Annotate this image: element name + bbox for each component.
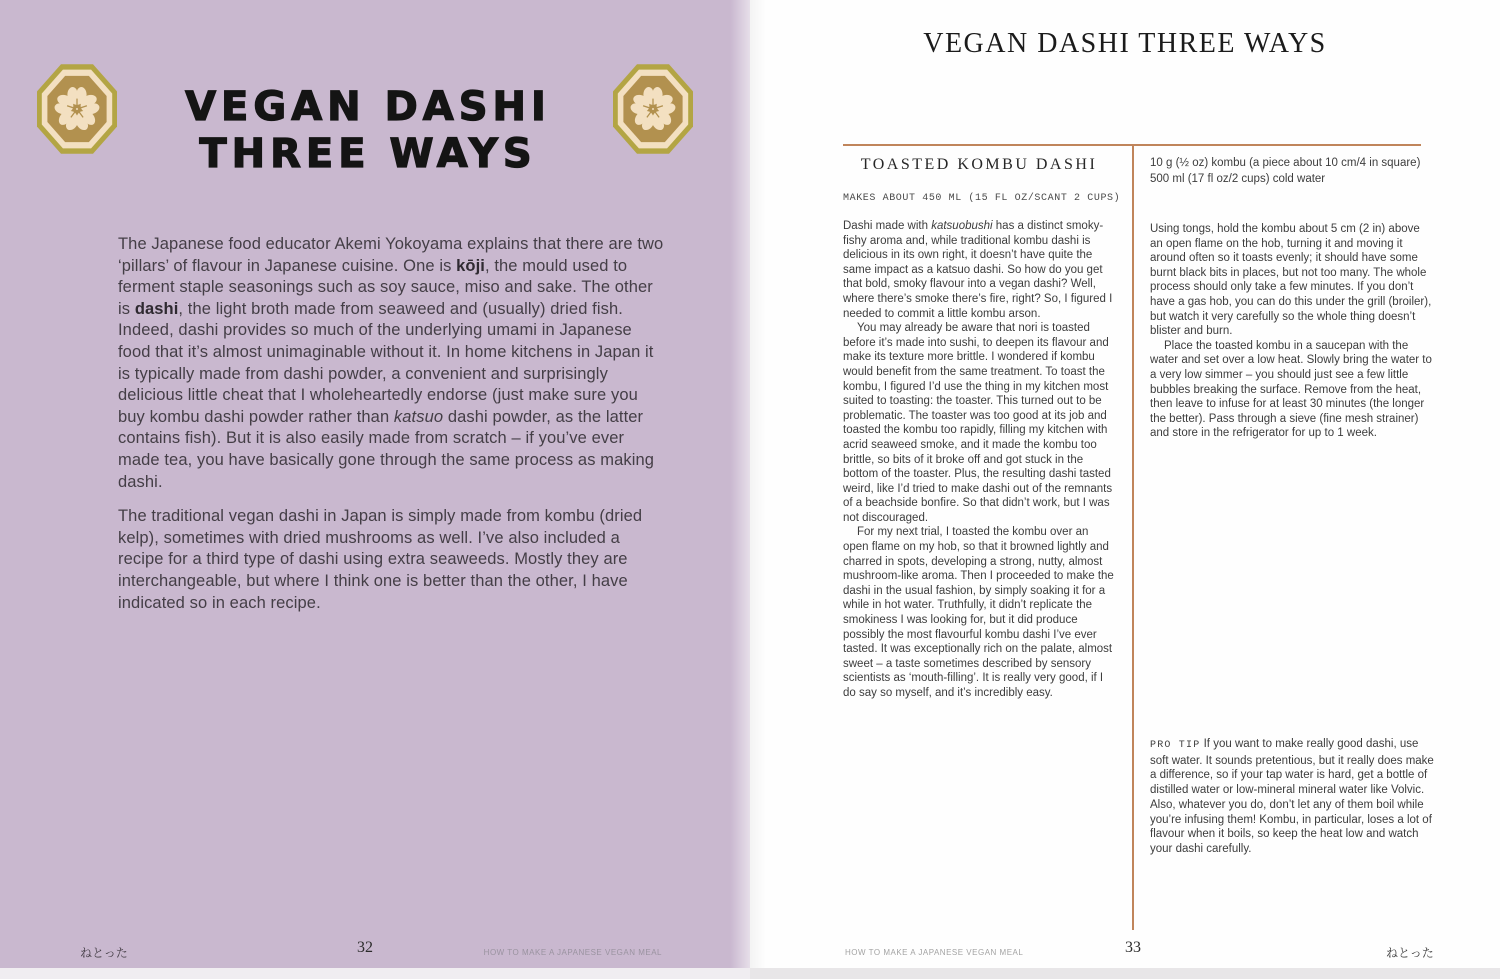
bold-term-dashi: dashi <box>134 299 179 318</box>
recipe-intro-column <box>843 156 1121 701</box>
page-bottom-edge <box>750 968 1500 979</box>
page-number: 33 <box>1125 939 1141 956</box>
footer-japanese-text: ねとった <box>80 946 128 960</box>
recipe-intro-text <box>843 219 1115 701</box>
chapter-title-line1: VEGAN DASHI <box>185 84 551 130</box>
text-run: , the light broth made from seaweed and (usually) dried fish. Indeed, dashi provides so much of the underlying umami in Japanese food that it’s almost unimaginable without it. In home kitchens in Japan it is typically made from dashi powder, a convenient and surprisingly delicious little cheat that I wholeheartedly endorse (just make sure you buy kombu dashi powder rather than <box>118 299 654 426</box>
ingredient-line: 10 g (½ oz) kombu (a piece about 10 cm/4 in square) <box>1150 157 1421 169</box>
right-page <box>750 0 1500 968</box>
flower-crest-icon <box>37 64 117 154</box>
flower-crest-right-icon <box>613 64 693 154</box>
recipe-intro-paragraph-3: For my next trial, I toasted the kombu over an open flame on my hob, so that it browned lightly and charred in spots, developing a strong, nutty, almost mushroom-like aroma. Then I proceeded to make the dashi in the usual fashion, by simply soaking it for a while in hot water. Truthfully, it didn’t replicate the smokiness I was looking for, but it did produce possibly the most flavourful kombu dashi I’ve ever tasted. It was exceptionally rich on the palate, almost sweet – a taste sometimes described by sensory scientists as ‘mouth-filling’. It is really very good, if I do say so myself, and it’s incredibly easy. <box>843 526 1114 699</box>
recipe-intro-paragraph-2: You may already be aware that nori is toasted before it’s made into sushi, to deepen its flavour and make its texture more brittle. I wondered if kombu would benefit from the same treatment. To toast the kombu, I figured I’d use the thing in my kitchen most suited to toasting: the toaster. This turned out to be problematic. The toaster was too good at its job and toasted the kombu too rapidly, filling my kitchen with acrid seaweed smoke, and it made the kombu too brittle, so bits of it broke off and got stuck in the bottom of the toaster. Plus, the resulting dashi tasted weird, like I’d tried to make dashi out of the remnants of a beachside bonfire. So that didn’t work, but I was not discouraged. <box>843 322 1113 524</box>
ingredient-list <box>1150 156 1434 187</box>
method-paragraph-1: Using tongs, hold the kombu about 5 cm (2 in) above an open flame on the hob, turning it and moving it around often so it toasts evenly; it should have some burnt black bits in places, but not too many. The whole process should only take a few minutes. If you don’t have a gas hob, you can do this under the grill (broiler), but watch it very carefully so the whole thing doesn’t blister and burn. <box>1150 223 1432 338</box>
text-run: Dashi made with <box>843 220 932 232</box>
left-page <box>0 0 750 968</box>
pro-tip <box>1150 737 1434 857</box>
page-header-title: VEGAN DASHI THREE WAYS <box>923 28 1327 59</box>
italic-term-katsuobushi: katsuobushi <box>931 220 993 232</box>
chapter-title-line2: THREE WAYS <box>199 131 537 177</box>
vertical-divider <box>1132 144 1134 930</box>
text-run: The Japanese food educator Akemi Yokoyama explains that there are two ‘pillars’ of flavour in Japanese cuisine. One is <box>118 235 664 275</box>
flower-crest-left-icon <box>37 64 117 154</box>
running-footer: HOW TO MAKE A JAPANESE VEGAN MEAL <box>845 948 1024 957</box>
chapter-title <box>118 84 618 178</box>
recipe-yield: MAKES ABOUT 450 ML (15 FL OZ/SCANT 2 CUPS) <box>843 193 1121 204</box>
method-paragraph-2: Place the toasted kombu in a saucepan with the water and set over a low heat. Slowly bring the water to a very low simmer – you should just see a few little bubbles breaking the surface. Remove from the heat, then leave to infuse for at least 30 minutes (the longer the better). Pass through a sieve (fine mesh strainer) and store in the refrigerator for up to 1 week. <box>1150 339 1432 440</box>
recipe-intro-paragraph-1 <box>843 219 1115 321</box>
text-run: has a distinct smoky-fishy aroma and, while traditional kombu dashi is delicious in its own right, it doesn’t have quite the same impact as a katsuo dashi. So how do you get that bold, smoky flavour into a vegan dashi? Well, where there’s smoke there’s fire, right? So, I figured I needed to commit a little kombu arson. <box>843 220 1113 320</box>
intro-paragraph-2: The traditional vegan dashi in Japan is simply made from kombu (dried kelp), sometimes with dried mushrooms as well. I’ve also included a recipe for a third type of dashi using extra seaweeds. Mostly they are interchangeable, but where I think one is better than the other, I have indicated so in each recipe. <box>118 507 643 612</box>
ingredient-line: 500 ml (17 fl oz/2 cups) cold water <box>1150 172 1326 185</box>
pro-tip-label: PRO TIP <box>1150 740 1201 751</box>
intro-paragraph-1 <box>118 234 664 493</box>
text-run: , the mould used to ferment staple seasonings such as soy sauce, miso and sake. The other is <box>118 256 653 318</box>
page-bottom-edge <box>0 968 750 979</box>
text-run: dashi powder, as the latter contains fish). But it is also easily made from scratch – if you’ve ever made tea, you have basically gone through the same process as making dashi. <box>118 407 655 491</box>
recipe-title: TOASTED KOMBU DASHI <box>860 156 1098 173</box>
recipe-method-column <box>1150 156 1434 441</box>
running-footer: HOW TO MAKE A JAPANESE VEGAN MEAL <box>483 948 662 957</box>
footer-japanese-text: ねとった <box>1386 946 1434 960</box>
method-text <box>1150 222 1434 441</box>
page-number: 32 <box>357 939 373 956</box>
italic-term-katsuo: katsuo <box>393 407 444 426</box>
flower-crest-icon <box>613 64 693 154</box>
chapter-intro <box>118 234 664 614</box>
pro-tip-text: If you want to make really good dashi, use soft water. It sounds pretentious, but it really does make a difference, so if your tap water is hard, get a bottle of distilled water or low-mineral mineral water like Volvic. Also, whatever you do, don’t let any of them boil while you’re infusing them! Kombu, in particular, loses a lot of flavour when it boils, so keep the heat low and watch your dashi carefully. <box>1150 738 1434 855</box>
bold-term-koji: kōji <box>456 256 485 275</box>
